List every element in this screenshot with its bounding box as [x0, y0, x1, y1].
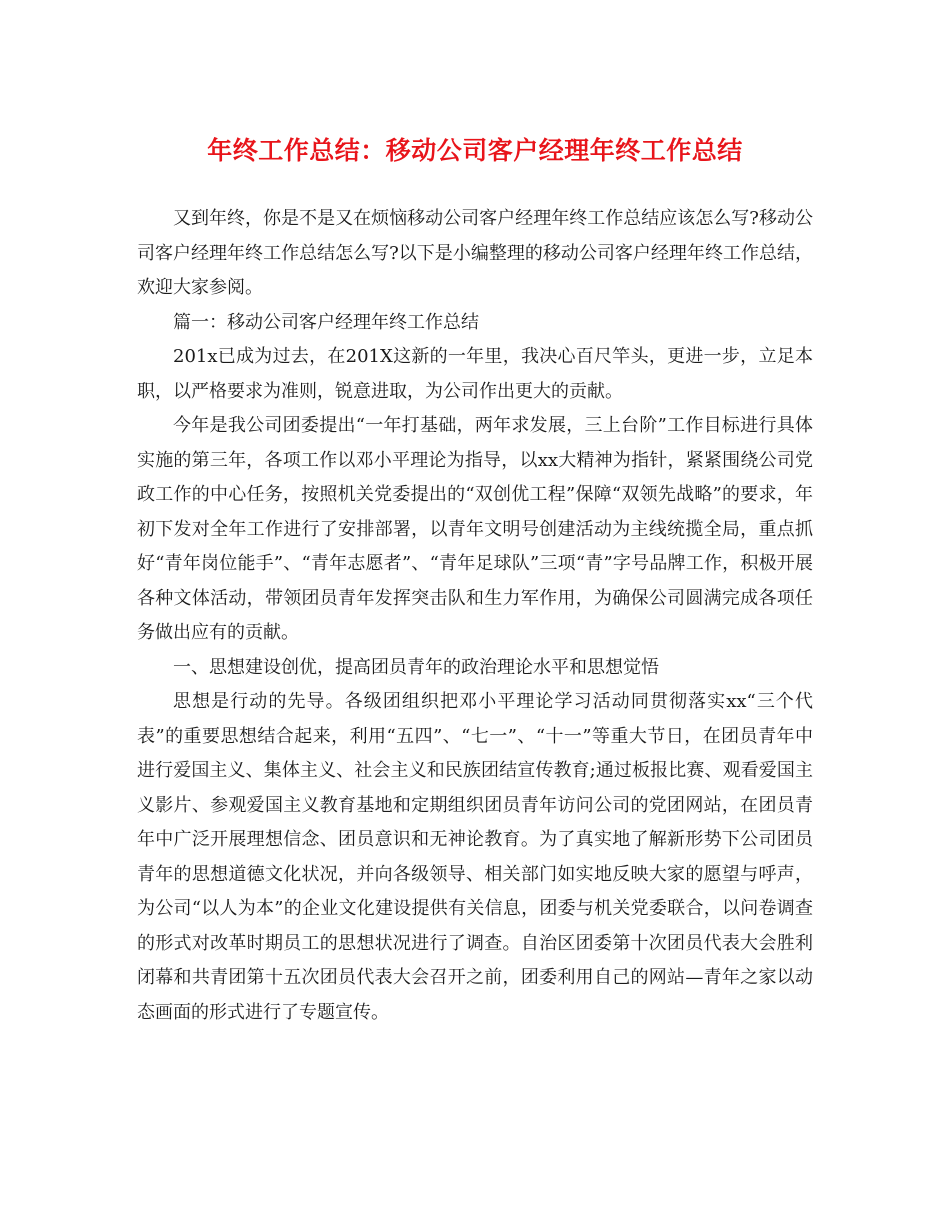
- section-heading-ideology: 一、思想建设创优，提高团员青年的政治理论水平和思想觉悟: [173, 656, 659, 678]
- paragraph-annual-overview: 今年是我公司团委提出“一年打基础，两年求发展，三上台阶”工作目标进行具体实施的第三年，各项工作以邓小平理论为指导，以xx大精神为指针，紧紧围绕公司党政工作的中心任务，按照机关党委提出的“双创优工程”保障“双领先战略”的要求，年初下发对全年工作进行了安排部署，以青年文明号创建活动为主线统揽全局，重点抓好“青年岗位能手”、“青年志愿者”、“青年足球队”三项“青”字号品牌工作，积极开展各种文体活动，带领团员青年发挥突击队和生力军作用，为确保公司圆满完成各项任务做出应有的贡献。: [137, 415, 813, 643]
- paragraph-ideology: 思想是行动的先导。各级团组织把邓小平理论学习活动同贯彻落实xx“三个代表”的重要思想结合起来，利用“五四”、“七一”、“十一”等重大节日，在团员青年中进行爱国主义、集体主义、社会主义和民族团结宣传教育;通过板报比赛、观看爱国主义影片、参观爱国主义教育基地和定期组织团员青年访问公司的党团网站，在团员青年中广泛开展理想信念、团员意识和无神论教育。为了真实地了解新形势下公司团员青年的思想道德文化状况，并向各级领导、相关部门如实地反映大家的愿望与呼声，为公司“以人为本”的企业文化建设提供有关信息，团委与机关党委联合，以问卷调查的形式对改革时期员工的思想状况进行了调查。自治区团委第十次团员代表大会胜利闭幕和共青团第十五次团员代表大会召开之前，团委利用自己的网站—青年之家以动态画面的形式进行了专题宣传。: [137, 691, 813, 1023]
- section-heading-part-one: 篇一：移动公司客户经理年终工作总结: [173, 311, 479, 333]
- document-body: [137, 202, 813, 1030]
- document-title: 年终工作总结：移动公司客户经理年终工作总结: [207, 136, 743, 165]
- paragraph-intro: 又到年终，你是不是又在烦恼移动公司客户经理年终工作总结应该怎么写?移动公司客户经理年终工作总结怎么写?以下是小编整理的移动公司客户经理年终工作总结，欢迎大家参阅。: [137, 208, 813, 298]
- paragraph-resolution: 201x已成为过去，在201X这新的一年里，我决心百尺竿头，更进一步，立足本职，以严格要求为准则，锐意进取，为公司作出更大的贡献。: [137, 346, 813, 402]
